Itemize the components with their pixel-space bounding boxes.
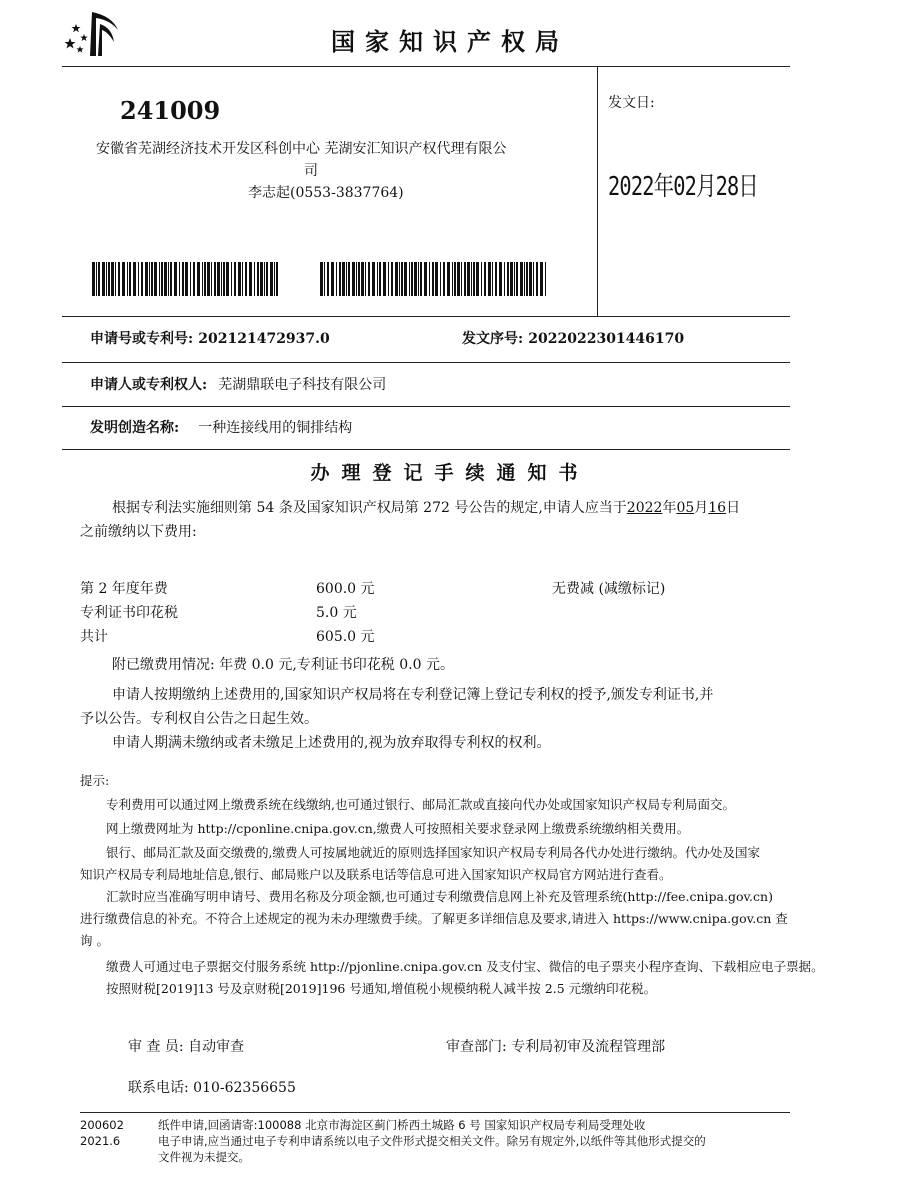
tip-remittance-cont: 进行缴费信息的补充。不符合上述规定的视为未办理缴费手续。了解更多详细信息及要求,请进入 https://www.cnipa.gov.cn 查 — [80, 911, 788, 926]
application-number-row — [90, 328, 330, 348]
fee-total-amount: 605.0 元 — [316, 629, 375, 645]
paid-fees-info: 附已缴费用情况: 年费 0.0 元,专利证书印花税 0.0 元。 — [112, 657, 454, 673]
footer-rule — [80, 1112, 790, 1113]
recipient-contact: 李志起(0553-3837764) — [248, 185, 404, 201]
contact-phone: 联系电话: 010-62356655 — [128, 1080, 296, 1096]
tips-label: 提示: — [80, 773, 110, 788]
barcode-right — [320, 262, 548, 296]
recipient-address-cont: 司 — [304, 163, 318, 179]
rule-2 — [62, 362, 790, 363]
deadline-day: 16 — [708, 500, 727, 516]
rule-1 — [62, 316, 790, 317]
tip-bank-post: 银行、邮局汇款及面交缴费的,缴费人可按属地就近的原则选择国家知识产权局专利局各代办处进行缴纳。代办处及国家 — [106, 845, 760, 860]
form-version: 2021.6 — [80, 1134, 121, 1148]
fee-name: 第 2 年度年费 — [80, 581, 168, 597]
examiner: 审 查 员: 自动审查 — [128, 1039, 245, 1055]
footer-mail-address: 纸件申请,回函请寄:100088 北京市海淀区蓟门桥西土城路 6 号 国家知识产权局专利局受理处收 — [158, 1118, 646, 1132]
invention-label: 发明创造名称: — [90, 420, 180, 436]
issue-date-label: 发文日: — [608, 95, 655, 111]
tip-bank-post-cont: 知识产权局专利局地址信息,银行、邮局账户以及联系电话等信息可进入国家知识产权局官方网站进行查看。 — [80, 867, 672, 882]
paragraph-grant: 申请人按期缴纳上述费用的,国家知识产权局将在专利登记簿上登记专利权的授予,颁发专利证书,并 — [112, 687, 714, 703]
day-char: 日 — [726, 500, 741, 516]
deadline-month: 05 — [676, 500, 695, 516]
form-code: 200602 — [80, 1118, 124, 1132]
header-rule — [62, 66, 790, 67]
document-number: 2022022301446170 — [528, 331, 685, 347]
application-number-label: 申请号或专利号: — [90, 331, 194, 347]
review-department: 审查部门: 专利局初审及流程管理部 — [446, 1039, 666, 1055]
footer-e-filing: 电子申请,应当通过电子专利申请系统以电子文件形式提交相关文件。除另有规定外,以纸件等其他形式提交的 — [158, 1134, 706, 1148]
postcode: 241009 — [120, 96, 221, 125]
tip-payment-methods: 专利费用可以通过网上缴费系统在线缴纳,也可通过银行、邮局汇款或直接向代办处或国家知识产权局专利局面交。 — [106, 797, 735, 812]
rule-3 — [62, 406, 790, 407]
applicant-name: 芜湖鼎联电子科技有限公司 — [218, 377, 387, 393]
invention-title: 一种连接线用的铜排结构 — [198, 420, 353, 436]
tip-remittance-end: 询 。 — [80, 933, 109, 948]
month-char: 月 — [694, 500, 709, 516]
application-number: 202121472937.0 — [198, 331, 330, 347]
issue-date: 2022年02月28日 — [608, 172, 758, 202]
notice-title: 办理登记手续通知书 — [310, 462, 590, 484]
agency-title: 国家知识产权局 — [331, 28, 569, 56]
year-char: 年 — [662, 500, 677, 516]
notice-intro — [112, 496, 802, 520]
fee-note: 无费减 (减缴标记) — [552, 581, 666, 597]
document-number-label: 发文序号: — [462, 331, 524, 347]
notice-intro-cont: 之前缴纳以下费用: — [80, 524, 197, 540]
invention-row — [90, 417, 352, 437]
fee-name: 专利证书印花税 — [80, 605, 178, 621]
tip-remittance: 汇款时应当准确写明申请号、费用名称及分项金额,也可通过专利缴费信息网上补充及管理系统(http://fee.cnipa.gov.cn) — [106, 889, 773, 904]
fee-total-label: 共计 — [80, 629, 108, 645]
applicant-label: 申请人或专利权人: — [90, 377, 208, 393]
deadline-year: 2022 — [626, 500, 663, 516]
paragraph-grant-cont: 予以公告。专利权自公告之日起生效。 — [80, 711, 318, 727]
footer-e-filing-cont: 文件视为未提交。 — [158, 1150, 250, 1164]
paragraph-abandon: 申请人期满未缴纳或者未缴足上述费用的,视为放弃取得专利权的权利。 — [112, 735, 551, 751]
tip-stamp-tax: 按照财税[2019]13 号及京财税[2019]196 号通知,增值税小规模纳税人减半按 2.5 元缴纳印花税。 — [106, 981, 657, 996]
intro-text: 根据专利法实施细则第 54 条及国家知识产权局第 272 号公告的规定,申请人应当于 — [112, 500, 627, 516]
header-divider — [597, 66, 598, 316]
barcode-left — [92, 262, 280, 296]
fee-amount: 600.0 元 — [316, 581, 375, 597]
fee-amount: 5.0 元 — [316, 605, 357, 621]
tip-e-invoice: 缴费人可通过电子票据交付服务系统 http://pjonline.cnipa.gov.cn 及支付宝、微信的电子票夹小程序查询、下载相应电子票据。 — [106, 959, 824, 974]
rule-4 — [62, 449, 790, 450]
recipient-address: 安徽省芜湖经济技术开发区科创中心 芜湖安汇知识产权代理有限公 — [96, 141, 507, 157]
document-number-row — [462, 328, 684, 348]
applicant-row — [90, 374, 386, 394]
tip-online-url: 网上缴费网址为 http://cponline.cnipa.gov.cn,缴费人可按照相关要求登录网上缴费系统缴纳相关费用。 — [106, 821, 690, 836]
